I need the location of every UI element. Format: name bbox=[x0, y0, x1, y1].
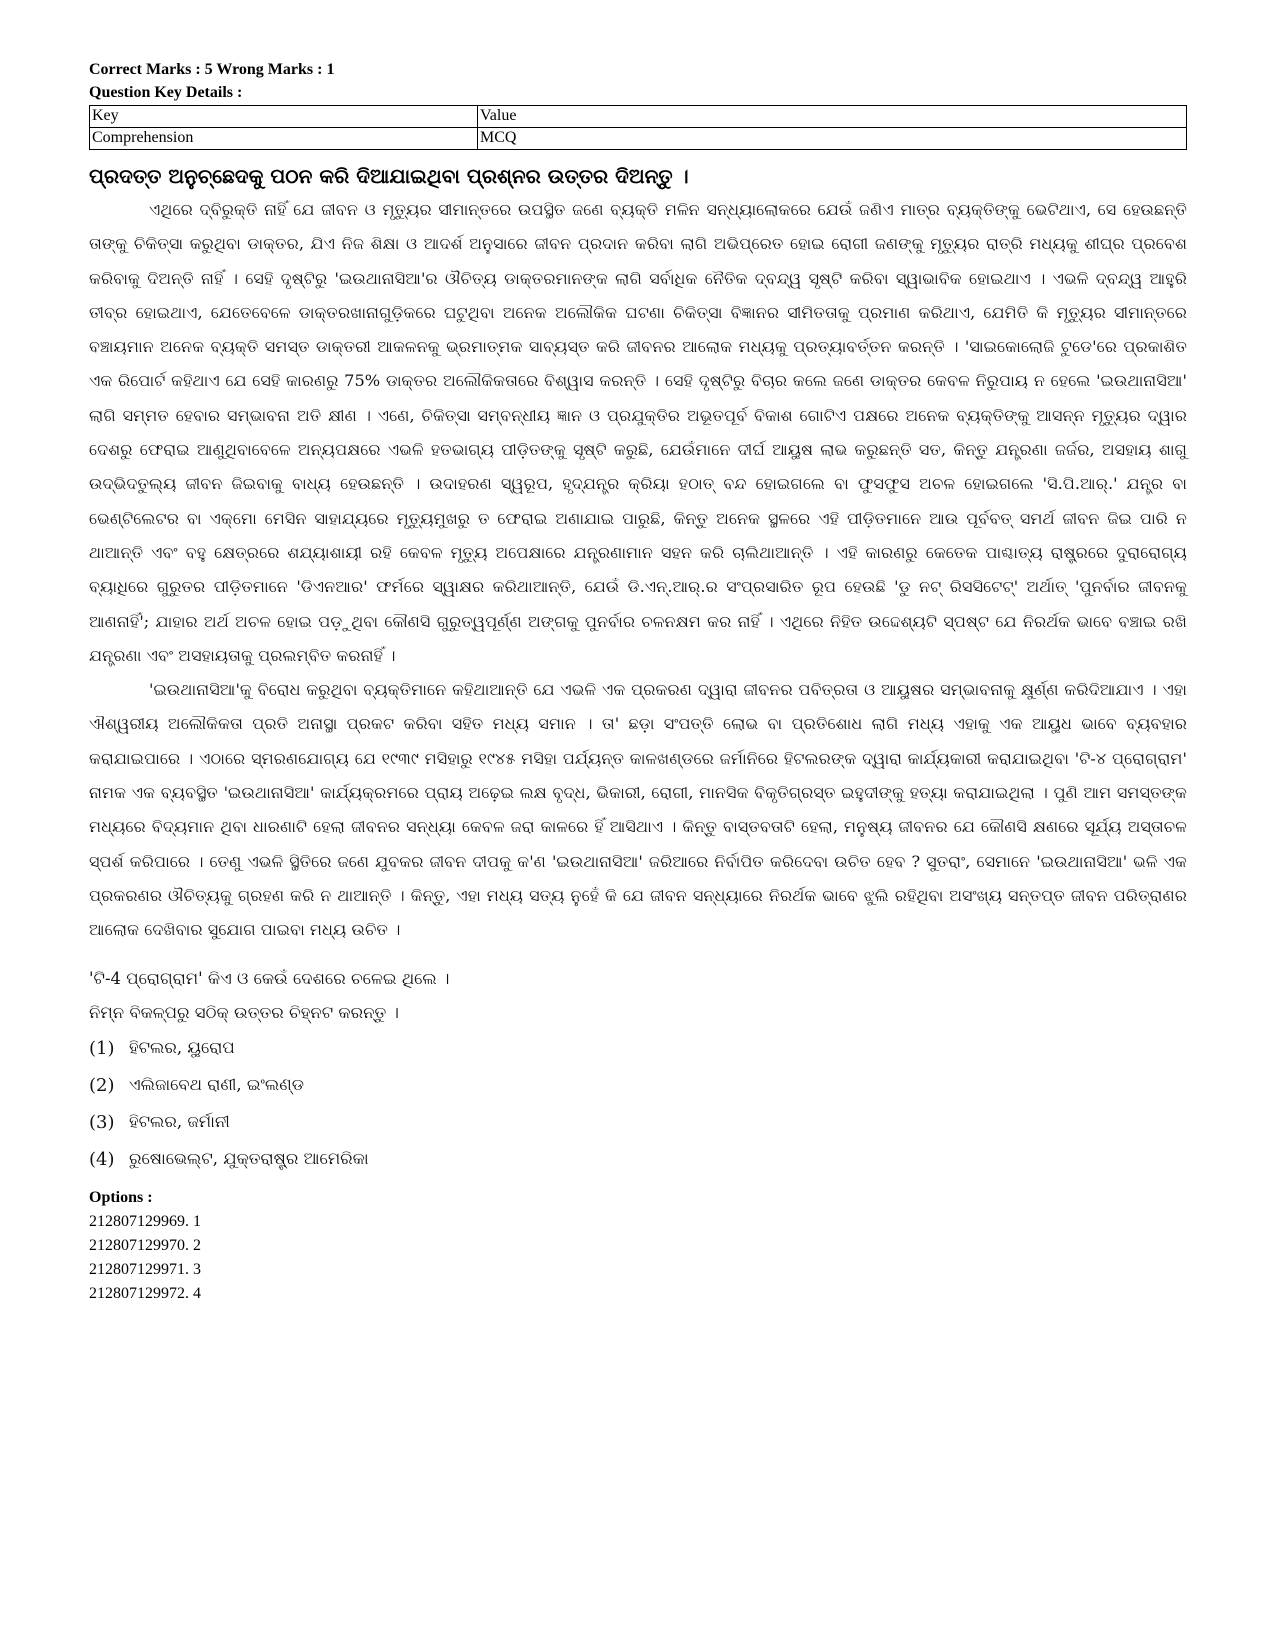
choice-4 bbox=[89, 1141, 1187, 1178]
choice-number: (2) bbox=[89, 1074, 115, 1096]
options-title: Options : bbox=[89, 1188, 153, 1206]
key-column-header: Key bbox=[90, 106, 478, 128]
key-details-title: Question Key Details : bbox=[89, 84, 243, 101]
choice-text: ହିଟଲର, ଜର୍ମାନୀ bbox=[129, 1112, 230, 1132]
table-row bbox=[90, 128, 1187, 150]
answer-choices bbox=[89, 1030, 1187, 1178]
passage-instruction: ପ୍ରଦତ୍ତ ଅନୁଚ୍ଛେଦକୁ ପଠନ କରି ଦିଆଯାଇଥିବା ପ୍ରଶ୍ନର ଉତ୍ତର ଦିଅନ୍ତୁ । bbox=[89, 164, 689, 188]
option-id-4: 212807129972. 4 bbox=[89, 1284, 201, 1302]
choice-number: (4) bbox=[89, 1148, 115, 1170]
table-header-row bbox=[90, 106, 1187, 128]
choice-3 bbox=[89, 1104, 1187, 1141]
key-cell: Comprehension bbox=[90, 128, 478, 150]
passage-paragraph-2: 'ଇଉଥାନାସିଆ'କୁ ବିରୋଧ କରୁଥିବା ବ୍ୟକ୍ତିମାନେ କହିଥାଆନ୍ତି ଯେ ଏଭଳି ଏକ ପ୍ରକରଣ ଦ୍ୱାରା ଜୀବନର ପବିତ୍ରତା ଓ ଆୟୁଷର ସମ୍ଭାବନାକୁ କ୍ଷୁର୍ଣ୍ଣ କରିଦିଆଯାଏ । ଏହା ଐଶ୍ୱରୀୟ ଅଲୌକିକତା ପ୍ରତି ଅନାସ୍ଥା ପ୍ରକଟ କରିବା ସହିତ ମଧ୍ୟ ସମାନ । ତା' ଛଡ଼ା ସଂପତ୍ତି ଲୋଭ ବା ପ୍ରତିଶୋଧ ଲାଗି ମଧ୍ୟ ଏହାକୁ ଏକ ଆୟୁଧ ଭାବେ ବ୍ୟବହାର କରାଯାଇପାରେ । ଏଠାରେ ସ୍ମରଣଯୋଗ୍ୟ ଯେ ୧୯୩୯ ମସିହାରୁ ୧୯୪୫ ମସିହା ପର୍ଯ୍ୟନ୍ତ କାଳଖଣ୍ଡରେ ଜର୍ମାନିରେ ହିଟଲରଙ୍କ ଦ୍ୱାରା କାର୍ଯ୍ୟକାରୀ କରାଯାଇଥିବା 'ଟି-୪ ପ୍ରୋଗ୍ରାମ' ନାମକ ଏକ ବ୍ୟବସ୍ଥିତ 'ଇଉଥାନାସିଆ' କାର୍ଯ୍ୟକ୍ରମରେ ପ୍ରାୟ ଅଢ଼େଇ ଲକ୍ଷ ବୃଦ୍ଧ, ଭିକାରୀ, ରୋଗୀ, ମାନସିକ ବିକୃତିଗ୍ରସ୍ତ ଇହୁଦୀଙ୍କୁ ହତ୍ୟା କରାଯାଇଥିଲା । ପୁଣି ଆମ ସମସ୍ତଙ୍କ ମଧ୍ୟରେ ବିଦ୍ୟମାନ ଥିବା ଧାରଣାଟି ହେଲା ଜୀବନର ସନ୍ଧ୍ୟା କେବଳ ଜରା କାଳରେ ହିଁ ଆସିଥାଏ । କିନ୍ତୁ ବାସ୍ତବତାଟି ହେଲା, ମନୁଷ୍ୟ ଜୀବନର ଯେ କୌଣସି କ୍ଷଣରେ ସୂର୍ଯ୍ୟ ଅସ୍ତାଚଳ ସ୍ପର୍ଶ କରିପାରେ । ତେଣୁ ଏଭଳି ସ୍ଥିତିରେ ଜଣେ ଯୁବକର ଜୀବନ ଦୀପକୁ କ'ଣ 'ଇଉଥାନାସିଆ' ଜରିଆରେ ନିର୍ବାପିତ କରିଦେବା ଉଚିତ ହେବ ? ସୁତରାଂ, ସେମାନେ 'ଇଉଥାନାସିଆ' ଭଳି ଏକ ପ୍ରକରଣର ଔଚିତ୍ୟକୁ ଗ୍ରହଣ କରି ନ ଥାଆନ୍ତି । କିନ୍ତୁ, ଏହା ମଧ୍ୟ ସତ୍ୟ ନୁହେଁ କି ଯେ ଜୀବନ ସନ୍ଧ୍ୟାରେ ନିରର୍ଥକ ଭାବେ ଝୁଲି ରହିଥିବା ଅସଂଖ୍ୟ ସନ୍ତପ୍ତ ଜୀବନ ପରିତ୍ରାଣର ଆଲୋକ ଦେଖିବାର ସୁଯୋଗ ପାଇବା ମଧ୍ୟ ଉଚିତ । bbox=[89, 680, 1187, 940]
choice-2 bbox=[89, 1067, 1187, 1104]
question-text bbox=[89, 962, 1187, 1030]
options-list bbox=[89, 1210, 1187, 1306]
value-column-header: Value bbox=[478, 106, 1187, 128]
question-page bbox=[89, 58, 1187, 1306]
choice-text: ହିଟଲର, ୟୁରୋପ bbox=[129, 1038, 235, 1058]
choice-text: ରୁଷୋଭେଲ୍ଟ, ଯୁକ୍ତରାଷ୍ଟ୍ର ଆମେରିକା bbox=[129, 1149, 369, 1169]
option-id-2: 212807129970. 2 bbox=[89, 1236, 201, 1254]
option-id-3: 212807129971. 3 bbox=[89, 1260, 201, 1278]
option-id-1: 212807129969. 1 bbox=[89, 1212, 201, 1230]
choice-number: (3) bbox=[89, 1111, 115, 1133]
choice-1 bbox=[89, 1030, 1187, 1067]
marks-info: Correct Marks : 5 Wrong Marks : 1 bbox=[89, 61, 335, 78]
value-cell: MCQ bbox=[478, 128, 1187, 150]
key-details-table bbox=[89, 105, 1187, 150]
choice-number: (1) bbox=[89, 1037, 115, 1059]
passage-paragraph-1: ଏଥିରେ ଦ୍ବିରୁକ୍ତି ନାହିଁ ଯେ ଜୀବନ ଓ ମୃତ୍ୟୁର ସୀମାନ୍ତରେ ଉପସ୍ଥିତ ଜଣେ ବ୍ୟକ୍ତି ମଳିନ ସନ୍ଧ୍ୟାଲୋକରେ ଯେଉଁ ଜଣିଏ ମାତ୍ର ବ୍ୟକ୍ତିଙ୍କୁ ଭେଟିଥାଏ, ସେ ହେଉଛନ୍ତି ତାଙ୍କୁ ଚିକିତ୍ସା କରୁଥିବା ଡାକ୍ତର, ଯିଏ ନିଜ ଶିକ୍ଷା ଓ ଆଦର୍ଶ ଅନୁସାରେ ଜୀବନ ପ୍ରଦାନ କରିବା ଲାଗି ଅଭିପ୍ରେତ ହୋଇ ରୋଗୀ ଜଣଙ୍କୁ ମୃତ୍ୟୁର ରାତ୍ରି ମଧ୍ୟକୁ ଶୀଘ୍ର ପ୍ରବେଶ କରିବାକୁ ଦିଅନ୍ତି ନାହିଁ । ସେହି ଦୃଷ୍ଟିରୁ 'ଇଉଥାନାସିଆ'ର ଔଚିତ୍ୟ ଡାକ୍ତରମାନଙ୍କ ଲାଗି ସର୍ବାଧିକ ନୈତିକ ଦ୍ବନ୍ଦ୍ୱ ସୃଷ୍ଟି କରିବା ସ୍ୱାଭାବିକ ହୋଇଥାଏ । ଏଭଳି ଦ୍ବନ୍ଦ୍ୱ ଆହୁରି ତୀବ୍ର ହୋଇଥାଏ, ଯେତେବେଳେ ଡାକ୍ତରଖାନାଗୁଡ଼ିକରେ ଘଟୁଥିବା ଅନେକ ଅଲୌକିକ ଘଟଣା ଚିକିତ୍ସା ବିଜ୍ଞାନର ସୀମିତତାକୁ ପ୍ରମାଣ କରିଥାଏ, ଯେମିତି କି ମୃତ୍ୟୁର ସୀମାନ୍ତରେ ବଞ୍ଚାୟମାନ ଅନେକ ବ୍ୟକ୍ତି ସମସ୍ତ ଡାକ୍ତରୀ ଆକଳନକୁ ଭ୍ରମାତ୍ମକ ସାବ୍ୟସ୍ତ କରି ଜୀବନର ଆଲୋକ ମଧ୍ୟକୁ ପ୍ରତ୍ୟାବର୍ତ୍ତନ କରନ୍ତି । 'ସାଇକୋଲୋଜି ଟୁଡେ'ରେ ପ୍ରକାଶିତ ଏକ ରିପୋର୍ଟ କହିଥାଏ ଯେ ସେହି କାରଣରୁ 75% ଡାକ୍ତର ଅଲୌକିକତାରେ ବିଶ୍ୱାସ କରନ୍ତି । ସେହି ଦୃଷ୍ଟିରୁ ବିଚାର କଲେ ଜଣେ ଡାକ୍ତର କେବଳ ନିରୁପାୟ ନ ହେଲେ 'ଇଉଥାନାସିଆ' ଲାଗି ସମ୍ମତ ହେବାର ସମ୍ଭାବନା ଅତି କ୍ଷୀଣ । ଏଣେ, ଚିକିତ୍ସା ସମ୍ବନ୍ଧୀୟ ଜ୍ଞାନ ଓ ପ୍ରଯୁକ୍ତିର ଅଭୂତପୂର୍ବ ବିକାଶ ଗୋଟିଏ ପକ୍ଷରେ ଅନେକ ବ୍ୟକ୍ତିଙ୍କୁ ଆସନ୍ନ ମୃତ୍ୟୁର ଦ୍ୱାର ଦେଶରୁ ଫେରାଇ ଆଣୁଥିବାବେଳେ ଅନ୍ୟପକ୍ଷରେ ଏଭଳି ହତଭାଗ୍ୟ ପୀଡ଼ିତଙ୍କୁ ସୃଷ୍ଟି କରୁଛି, ଯେଉଁମାନେ ଦୀର୍ଘ ଆୟୁଷ ଲାଭ କରୁଛନ୍ତି ସତ, କିନ୍ତୁ ଯନ୍ତ୍ରଣା ଜର୍ଜର, ଅସହାୟ ଶାଗୁ ଉଦ୍ଭିଦତୁଲ୍ୟ ଜୀବନ ଜିଇବାକୁ ବାଧ୍ୟ ହେଉଛନ୍ତି । ଉଦାହରଣ ସ୍ୱରୂପ, ହୃଦ୍‌ଯନ୍ତ୍ର କ୍ରିୟା ହଠାତ୍ ବନ୍ଦ ହୋଇଗଲେ ବା ଫୁସଫୁସ ଅଚଳ ହୋଇଗଲେ 'ସି.ପି.ଆର୍.' ଯନ୍ତ୍ର ବା ଭେଣ୍ଟିଲେଟର ବା ଏକ୍‌ମୋ ମେସିନ ସାହାଯ୍ୟରେ ମୃତ୍ୟୁମୁଖରୁ ତ ଫେରାଇ ଅଣାଯାଇ ପାରୁଛି, କିନ୍ତୁ ଅନେକ ସ୍ଥଳରେ ଏହି ପୀଡ଼ିତମାନେ ଆଉ ପୂର୍ବବତ୍ ସମର୍ଥ ଜୀବନ ଜିଇ ପାରି ନ ଥାଆନ୍ତି ଏବଂ ବହୁ କ୍ଷେତ୍ରରେ ଶଯ୍ୟାଶାୟୀ ରହି କେବଳ ମୃତ୍ୟୁ ଅପେକ୍ଷାରେ ଯନ୍ତ୍ରଣାମାନ ସହନ କରି ଚାଲିଥାଆନ୍ତି । ଏହି କାରଣରୁ କେତେକ ପାଶ୍ଚାତ୍ୟ ରାଷ୍ଟ୍ରରେ ଦୁରାରୋଗ୍ୟ ବ୍ୟାଧିରେ ଗୁରୁତର ପୀଡ଼ିତମାନେ 'ଡିଏନଆର' ଫର୍ମରେ ସ୍ୱାକ୍ଷର କରିଥାଆନ୍ତି, ଯେଉଁ ଡି.ଏନ୍.ଆର୍.ର ସଂପ୍ରସାରିତ ରୂପ ହେଉଛି 'ଡୁ ନଟ୍ ରିସସିଟେଟ୍' ଅର୍ଥାତ୍ 'ପୁନର୍ବାର ଜୀବନକୁ ଆଣନାହିଁ'; ଯାହାର ଅର୍ଥ ଅଚଳ ହୋଇ ପଡ଼ୁଥିବା କୌଣସି ଗୁରୁତ୍ୱପୂର୍ଣ୍ଣ ଅଙ୍ଗକୁ ପୁନର୍ବାର ଚଳନକ୍ଷମ କର ନାହିଁ । ଏଥିରେ ନିହିତ ଉଦ୍ଦେଶ୍ୟଟି ସ୍ପଷ୍ଟ ଯେ ନିରର୍ଥକ ଭାବେ ବଞ୍ଚାଇ ରଖି ଯନ୍ତ୍ରଣା ଏବଂ ଅସହାୟତାକୁ ପ୍ରଲମ୍ବିତ କରନାହିଁ । bbox=[89, 200, 1188, 665]
choice-text: ଏଲିଜାବେଥ ରାଣୀ, ଇଂଲଣ୍ଡ bbox=[129, 1075, 304, 1095]
question-line-1: 'ଟି-4 ପ୍ରୋଗ୍ରାମ' କିଏ ଓ କେଉଁ ଦେଶରେ ଚଳେଇ ଥିଲେ । bbox=[89, 968, 450, 988]
question-line-2: ନିମ୍ନ ବିକଳ୍ପରୁ ସଠିକ୍ ଉତ୍ତର ଚିହ୍ନଟ କରନ୍ତୁ । bbox=[89, 1002, 399, 1022]
